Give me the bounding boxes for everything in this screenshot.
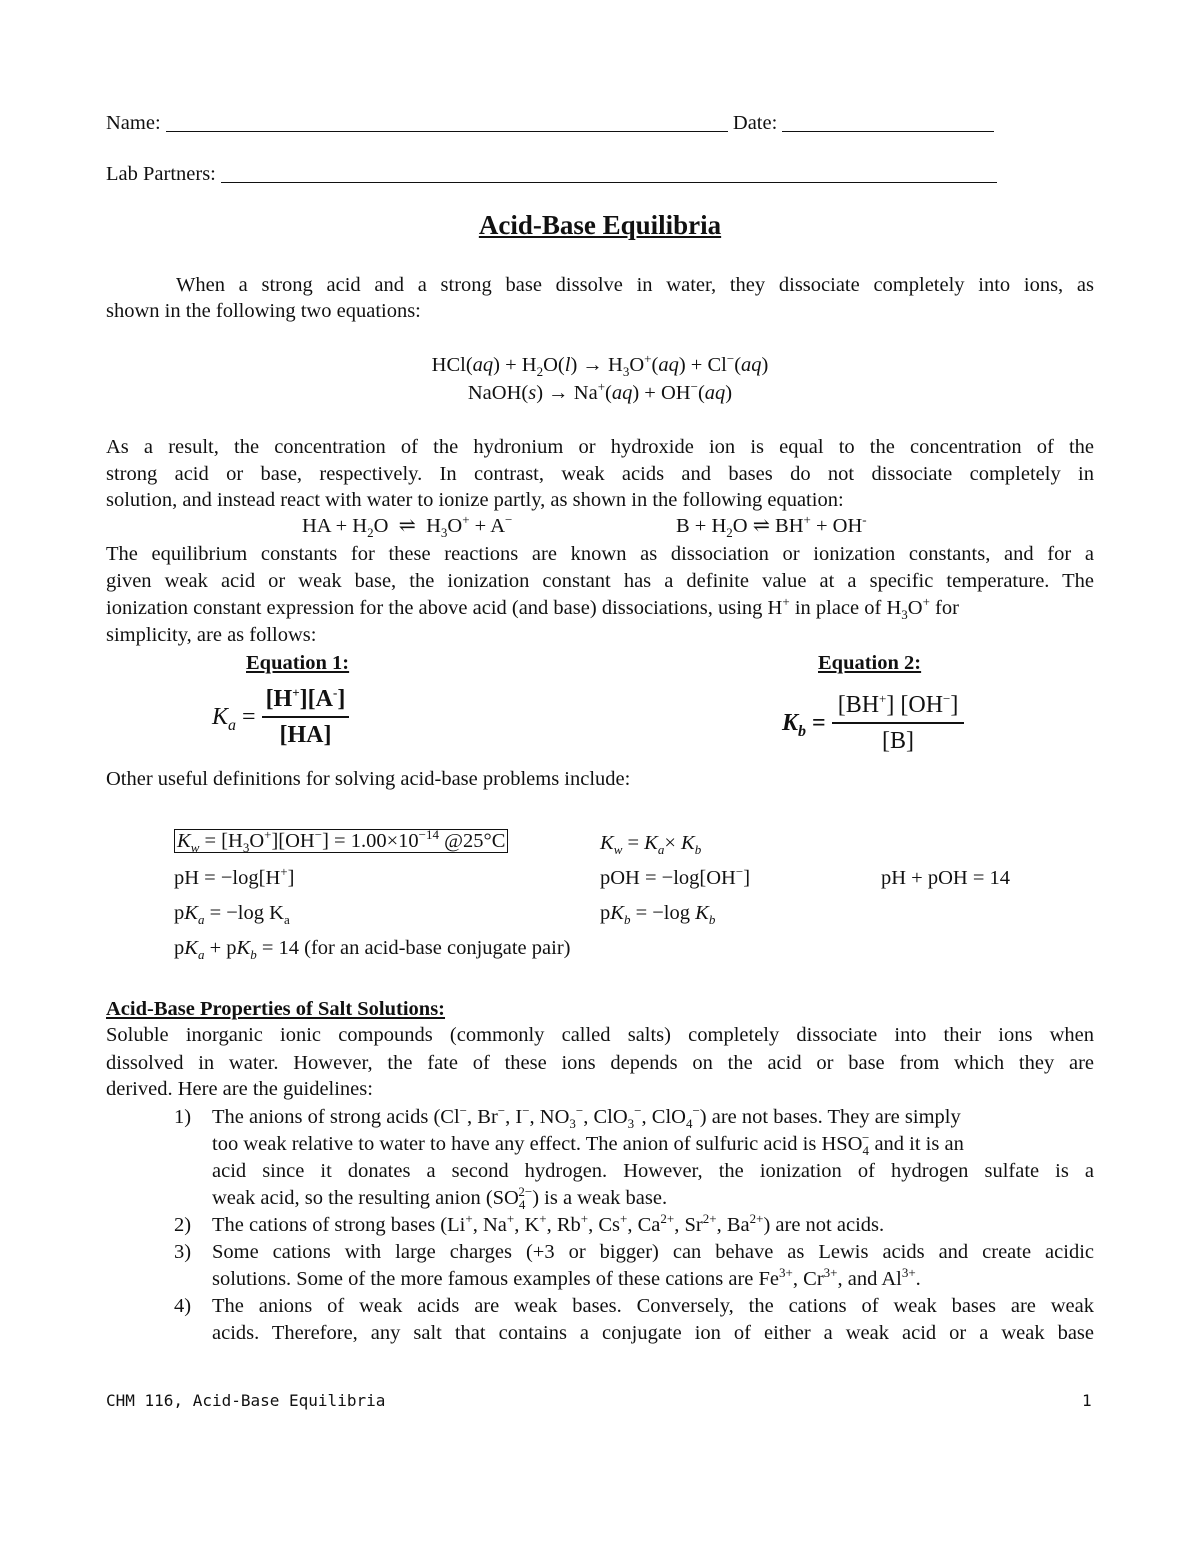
page-title: Acid-Base Equilibria [478, 210, 722, 240]
list-item-1-line-1: The anions of strong acids (Cl−, Br−, I−, $NO_3^-$, ClO$_3$−, ClO$_4$−) are not bases. They are simply [212, 1103, 961, 1132]
list-item [174, 1293, 1094, 1347]
intro-line-1: When a strong acid and a strong base dissolve in water, they dissociate completely into ions, as [176, 274, 1094, 296]
salt-paragraph-line-1: Soluble inorganic ionic compounds (commonly called salts) completely dissociate into their ions when [106, 1024, 1094, 1046]
name-field-row [106, 109, 994, 137]
name-label: Name: [106, 112, 161, 134]
paragraph-3-line-4: simplicity, are as follows: [106, 624, 317, 646]
paragraph-3-line-1: The equilibrium constants for these reactions are known as dissociation or ionization constants, and for a [106, 543, 1094, 565]
equation-2-label: Equation 2: [818, 652, 922, 674]
name-blank-line[interactable] [166, 109, 728, 132]
paragraph-2-line-1: As a result, the concentration of the hydronium or hydroxide ion is equal to the concentration of the [106, 436, 1094, 458]
lab-partners-row [106, 160, 997, 188]
date-label: Date: [732, 112, 778, 134]
kw-product-definition: $K_w = K_a\times K_b$ [600, 832, 702, 858]
list-item-1-line-4: weak acid, so the resulting anion $(SO_4^{2-})$ is a weak base. [212, 1184, 668, 1213]
equation-weak-base: $B + H_2O$ ⇌ BH+ + OH- [676, 512, 867, 541]
footer-course-title: CHM 116, Acid-Base Equilibria [106, 1391, 386, 1410]
equation-2-kb-formula: $K_b$ = $\frac{[BH^+] [OH^-]}{[B]}$ [782, 690, 964, 756]
lab-partners-label: Lab Partners: [106, 163, 216, 185]
kw-boxed-definition: $K_w = [H_3O^+][OH^-] = 1.00\times 10^{-14}$ @25°C [174, 828, 508, 855]
salt-paragraph-line-3: derived. Here are the guidelines: [106, 1078, 373, 1100]
paragraph-2-line-2: strong acid or base, respectively. In contrast, weak acids and bases do not dissociate completely in [106, 463, 1094, 485]
list-item-number: 2) [174, 1214, 192, 1236]
pka-pkb-sum: $pK_a + pK_b = 14$ (for an acid-base conjugate pair) [174, 937, 571, 963]
other-definitions-intro: Other useful definitions for solving acid-base problems include: [106, 768, 631, 790]
paragraph-3-line-3: ionization constant expression for the above acid (and base) dissociations, using H+ in place of $H_3O^+$ for [106, 594, 959, 623]
list-item-number: 3) [174, 1241, 192, 1263]
list-item [174, 1104, 1094, 1214]
pkb-definition: $pK_b = -\log$ $K_b$ [600, 902, 716, 928]
list-item-2-line-1: The cations of strong bases (Li+, Na+, K+, Rb+, Cs+, $Ca^{2+}$, $Sr^{2+}$, $Ba^{2+}$) are not acids. [212, 1211, 885, 1236]
intro-line-2: shown in the following two equations: [106, 300, 421, 322]
list-item-number: 1) [174, 1106, 192, 1128]
equation-1-ka-formula: $K_a$ = $\frac{[H^+][A^-]}{[HA]}$ [212, 684, 349, 750]
salt-section-heading: Acid-Base Properties of Salt Solutions: [106, 998, 446, 1020]
list-item-4-line-1: The anions of weak acids are weak bases. Conversely, the cations of weak bases are weak [212, 1295, 1094, 1317]
equation-naoh: NaOH(s) → Na+(aq) + OH−(aq) [467, 379, 733, 404]
equation-1-label: Equation 1: [246, 652, 350, 674]
paragraph-2-line-3: solution, and instead react with water to ionize partly, as shown in the following equation: [106, 489, 844, 511]
footer-page-number: 1 [1082, 1391, 1092, 1410]
lab-partners-blank-line[interactable] [221, 160, 997, 183]
pka-definition: $pK_a = -\log$ $K_a$ [174, 902, 290, 928]
poh-definition: pOH = −log[OH−] [600, 864, 751, 889]
list-item-3-line-1: Some cations with large charges (+3 or bigger) can behave as Lewis acids and create acidic [212, 1241, 1094, 1263]
list-item-1-line-2: too weak relative to water to have any effect. The anion of sulfuric acid is $HSO_4^-$ and it is an [212, 1130, 964, 1159]
list-item [174, 1212, 1094, 1239]
equation-hcl: $HCl(aq) + H_2O(l) \to H_3O^+(aq) + Cl^-(aq)$ [431, 351, 769, 380]
ph-poh-sum: pH + pOH = 14 [881, 867, 1011, 889]
list-item-4-line-2: acids. Therefore, any salt that contains a conjugate ion of either a weak acid or a weak base [212, 1322, 1094, 1344]
date-blank-line[interactable] [782, 109, 994, 132]
list-item-number: 4) [174, 1295, 192, 1317]
salt-paragraph-line-2: dissolved in water. However, the fate of these ions depends on the acid or base from which they are [106, 1052, 1094, 1074]
list-item-3-line-2: solutions. Some of the more famous examples of these cations are $Fe^{3+}$, $Cr^{3+}$, and $Al^{3+}$. [212, 1265, 921, 1290]
list-item [174, 1239, 1094, 1293]
list-item-1-line-3: acid since it donates a second hydrogen. However, the ionization of hydrogen sulfate is a [212, 1160, 1094, 1182]
ph-definition: pH = −log[H+] [174, 864, 295, 889]
paragraph-3-line-2: given weak acid or weak base, the ionization constant has a definite value at a specific temperature. The [106, 570, 1094, 592]
equation-weak-acid: HA + $H_2O$ ⇌ $H_3O^+ + A^-$ [302, 512, 513, 541]
